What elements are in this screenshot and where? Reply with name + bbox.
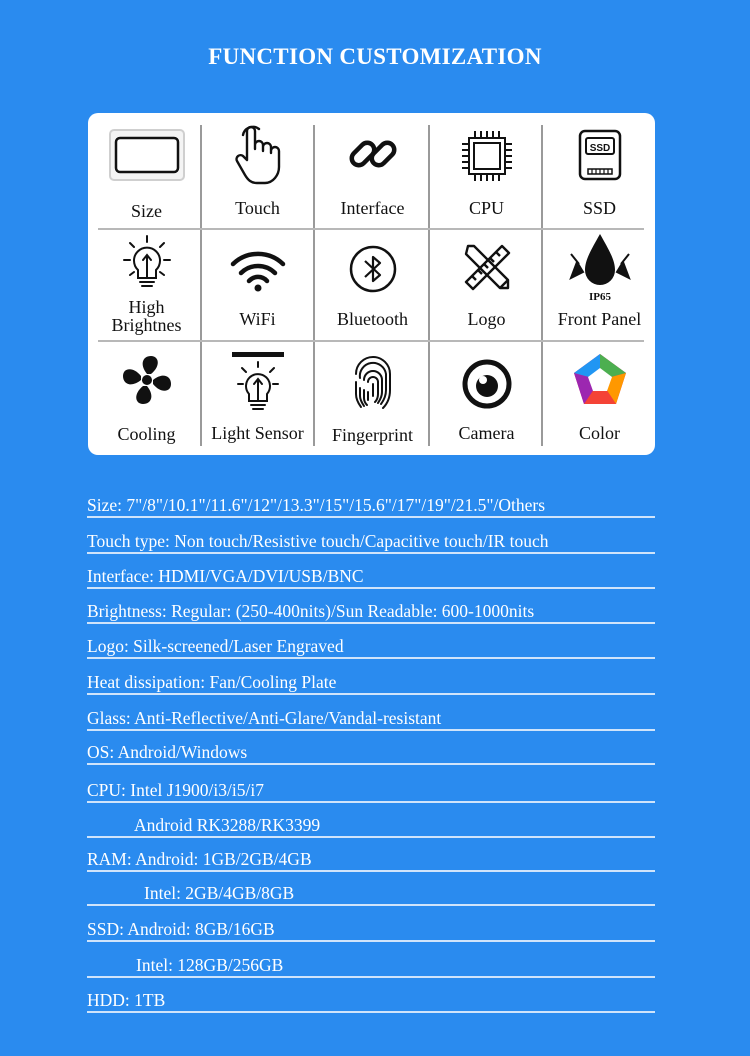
spec-cpu-android: Android RK3288/RK3399 — [87, 815, 655, 838]
spec-touch-type: Touch type: Non touch/Resistive touch/Capacitive touch/IR touch — [87, 531, 655, 554]
spec-ssd: SSD: Android: 8GB/16GB — [87, 919, 655, 942]
spec-ram-intel: Intel: 2GB/4GB/8GB — [87, 883, 655, 906]
function-label: Fingerprint — [332, 425, 413, 445]
spec-size: Size: 7"/8"/10.1"/11.6"/12"/13.3"/15"/15.6"/17"/19"/21.5"/Others — [87, 495, 655, 518]
spec-brightness: Brightness: Regular: (250-400nits)/Sun Readable: 600-1000nits — [87, 601, 655, 624]
function-label: Size — [131, 201, 162, 221]
spec-glass: Glass: Anti-Reflective/Anti-Glare/Vandal-resistant — [87, 708, 655, 731]
function-label: Interface — [340, 198, 405, 218]
function-label: Cooling — [117, 424, 176, 444]
function-label: WiFi — [239, 309, 276, 329]
function-label: High Brightnes — [111, 297, 182, 335]
function-label: Light Sensor — [211, 423, 304, 443]
spec-cpu: CPU: Intel J1900/i3/i5/i7 — [87, 780, 655, 803]
function-label: SSD — [582, 198, 617, 218]
svg-text:SSD: SSD — [589, 143, 610, 154]
spec-os: OS: Android/Windows — [87, 742, 655, 765]
spec-logo: Logo: Silk-screened/Laser Engraved — [87, 636, 655, 659]
spec-ram: RAM: Android: 1GB/2GB/4GB — [87, 849, 655, 872]
page-title: FUNCTION CUSTOMIZATION — [208, 44, 542, 69]
function-label: Bluetooth — [337, 309, 408, 329]
function-label: Front Panel — [557, 309, 642, 329]
spec-heat-dissipation: Heat dissipation: Fan/Cooling Plate — [87, 672, 655, 695]
ip65-badge: IP65 — [588, 291, 611, 303]
spec-ssd-intel: Intel: 128GB/256GB — [87, 955, 655, 978]
function-label: Color — [578, 423, 620, 443]
function-label: Logo — [467, 309, 506, 329]
spec-hdd: HDD: 1TB — [87, 990, 655, 1013]
spec-interface: Interface: HDMI/VGA/DVI/USB/BNC — [87, 566, 655, 589]
function-label: CPU — [468, 198, 504, 218]
function-label: Touch — [235, 198, 280, 218]
function-label: Camera — [458, 423, 515, 443]
